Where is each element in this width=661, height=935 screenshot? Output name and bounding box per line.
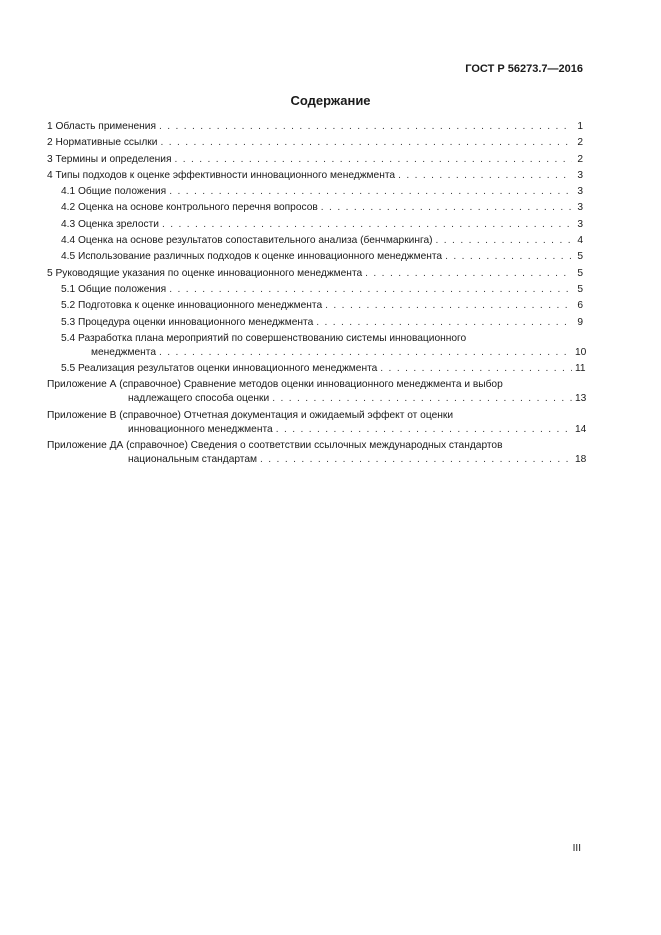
toc-page-number: 6 xyxy=(577,300,583,312)
toc-entry-text-line1: 5.4 Разработка плана мероприятий по совершенствованию системы инновационного xyxy=(61,332,467,344)
toc-entry-text-line1: Приложение В (справочное) Отчетная документация и ожидаемый эффект от оценки xyxy=(47,409,454,421)
toc-entry-text-line2: национальным стандартам xyxy=(128,454,258,466)
toc-entry-text-line1: Приложение А (справочное) Сравнение методов оценки инновационного менеджмента и выбор xyxy=(47,379,503,391)
leader-dots xyxy=(445,250,572,264)
toc-page-number: 2 xyxy=(577,137,583,149)
toc-page-number: 5 xyxy=(577,251,583,263)
toc-entry-4-1[interactable] xyxy=(47,185,583,199)
toc-page-number: 18 xyxy=(575,454,587,466)
toc-page-number: 13 xyxy=(575,393,587,405)
toc-entry-text-line1: Приложение ДА (справочное) Сведения о соответствии ссылочных международных стандартов xyxy=(47,440,503,452)
toc-page-number: 11 xyxy=(575,363,586,375)
leader-dots xyxy=(174,153,572,167)
toc-entry-appendix-a[interactable] xyxy=(47,378,587,406)
leader-dots xyxy=(169,283,572,297)
leader-dots xyxy=(160,136,572,150)
leader-dots xyxy=(159,346,572,360)
toc-entry-5-1[interactable] xyxy=(47,283,583,297)
toc-page-number: 9 xyxy=(577,316,583,328)
toc-entry-text: 2 Нормативные ссылки xyxy=(47,137,158,149)
toc-entry-appendix-da[interactable] xyxy=(47,439,587,467)
leader-dots xyxy=(398,169,572,183)
leader-dots xyxy=(162,218,572,232)
toc-entry-5-4[interactable] xyxy=(47,332,587,360)
toc-page-number: 3 xyxy=(577,186,583,198)
page-number: III xyxy=(572,843,581,854)
toc-entry-4-5[interactable] xyxy=(47,250,583,264)
toc-title: Содержание xyxy=(290,93,371,108)
toc-entry-4-4[interactable] xyxy=(47,234,583,248)
toc-entry-5-5[interactable] xyxy=(47,362,586,376)
toc-page-number: 3 xyxy=(577,169,583,181)
toc-entry-text: 5 Руководящие указания по оценке инновационного менеджмента xyxy=(47,267,363,279)
toc-entry-text: 4.2 Оценка на основе контрольного перечня вопросов xyxy=(61,202,318,214)
toc-entry-1[interactable] xyxy=(47,120,583,134)
leader-dots xyxy=(260,453,572,467)
toc-page-number: 3 xyxy=(577,218,583,230)
leader-dots xyxy=(276,423,572,437)
toc-entry-text-line2: надлежащего способа оценки xyxy=(128,393,270,405)
toc-entry-appendix-b[interactable] xyxy=(47,409,587,437)
toc-entry-5[interactable] xyxy=(47,267,583,281)
leader-dots xyxy=(316,316,572,330)
leader-dots xyxy=(380,362,572,376)
toc-entry-text: 4.3 Оценка зрелости xyxy=(61,218,159,230)
toc-page-number: 10 xyxy=(575,346,587,358)
toc-entry-text: 3 Термины и определения xyxy=(47,153,172,165)
leader-dots xyxy=(159,120,572,134)
toc-entry-4-3[interactable] xyxy=(47,218,583,232)
toc-entry-4-2[interactable] xyxy=(47,201,583,215)
toc-entry-text-line2: инновационного менеджмента xyxy=(128,423,273,435)
leader-dots xyxy=(365,267,572,281)
toc-page-number: 3 xyxy=(577,202,583,214)
toc-page-number: 2 xyxy=(577,153,583,165)
toc-entry-5-2[interactable] xyxy=(47,299,583,313)
toc-entry-2[interactable] xyxy=(47,136,583,150)
toc-entry-text: 4 Типы подходов к оценке эффективности инновационного менеджмента xyxy=(47,169,396,181)
document-code: ГОСТ Р 56273.7—2016 xyxy=(465,63,583,75)
toc-entry-5-3[interactable] xyxy=(47,316,583,330)
toc-entry-text: 5.2 Подготовка к оценке инновационного менеджмента xyxy=(61,300,323,312)
leader-dots xyxy=(321,201,572,215)
toc-entry-text: 4.4 Оценка на основе результатов сопоставительного анализа (бенчмаркинга) xyxy=(61,235,433,247)
leader-dots xyxy=(272,392,572,406)
toc-entry-text: 4.5 Использование различных подходов к оценке инновационного менеджмента xyxy=(61,251,443,263)
toc-page-number: 5 xyxy=(577,283,583,295)
leader-dots xyxy=(436,234,572,248)
toc-entry-text-line2: менеджмента xyxy=(91,346,157,358)
toc-entry-text: 5.3 Процедура оценки инновационного менеджмента xyxy=(61,316,314,328)
leader-dots xyxy=(169,185,572,199)
toc-entry-text: 5.1 Общие положения xyxy=(61,283,167,295)
toc-page-number: 4 xyxy=(577,235,583,247)
table-of-contents xyxy=(47,120,587,469)
toc-entry-text: 5.5 Реализация результатов оценки инновационного менеджмента xyxy=(61,363,378,375)
toc-entry-text: 1 Область применения xyxy=(47,121,156,132)
toc-entry-4[interactable] xyxy=(47,169,583,183)
toc-page-number: 14 xyxy=(575,423,587,435)
toc-page-number: 1 xyxy=(577,121,583,132)
toc-page-number: 5 xyxy=(577,267,583,279)
leader-dots xyxy=(325,299,572,313)
toc-entry-text: 4.1 Общие положения xyxy=(61,186,167,198)
toc-entry-3[interactable] xyxy=(47,153,583,167)
